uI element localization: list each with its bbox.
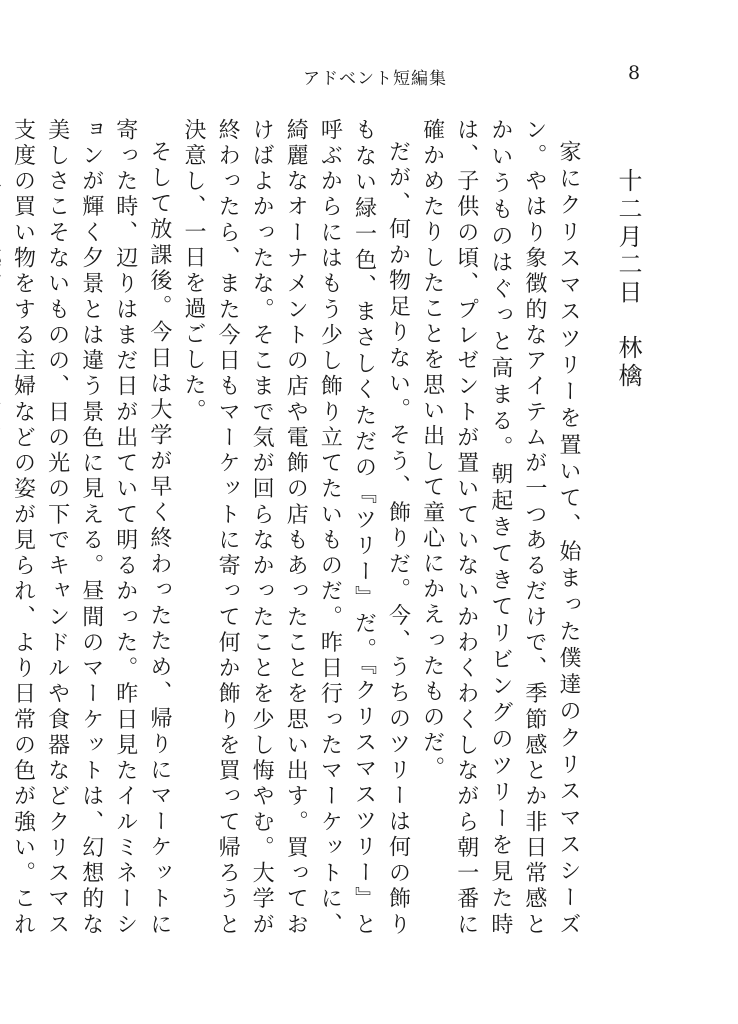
paragraph: そして放課後。今日は大学が早く終わったため、帰りにマーケットに寄った時、辺りはまだ日が出ていて明るかった。昨日見たイルミネーションが輝く夕景とは違う景色に見える。昼間のマーケットは、幻想的な美しさこそないものの、日の光の下でキャンドルや食器などクリスマス支度の買い物をする主婦などの姿が見られ、より日常の色が強い。これ — [10, 118, 172, 938]
running-title: アドベント短編集 — [303, 69, 447, 89]
page-number: 8 — [628, 62, 641, 84]
paragraph: だが、何か物足りない。そう、飾りだ。今、うちのツリーは何の飾りもない緑一色、まさしくただの『ツリー』だ。『クリスマスツリー』と呼ぶからにはもう少し飾り立てたいものだ。昨日行ったマーケットに、綺麗なオーナメントの店や電飾の店もあったことを思い出す。買っておけばよかったな。そこまで気が回らなかったことを少し悔やむ。大学が終わったら、また今日もマーケットに寄って何か飾りを買って帰ろうと決意し、一日を過ごした。 — [180, 118, 411, 938]
body-text — [10, 118, 585, 938]
chapter-title: 十二月二日 林檎 — [614, 168, 642, 391]
paragraph: 家にクリスマスツリーを置いて、始まった僕達のクリスマスシーズン。やはり象徴的なアイテムが一つあるだけで、季節感とか非日常感とかいうものはぐっと高まる。朝起きてきてリビングのツリーを見た時は、子供の頃、プレゼントが置いていないかわくわくしながら朝一番に確かめたりしたことを思い出して童心にかえったものだ。 — [419, 118, 581, 938]
